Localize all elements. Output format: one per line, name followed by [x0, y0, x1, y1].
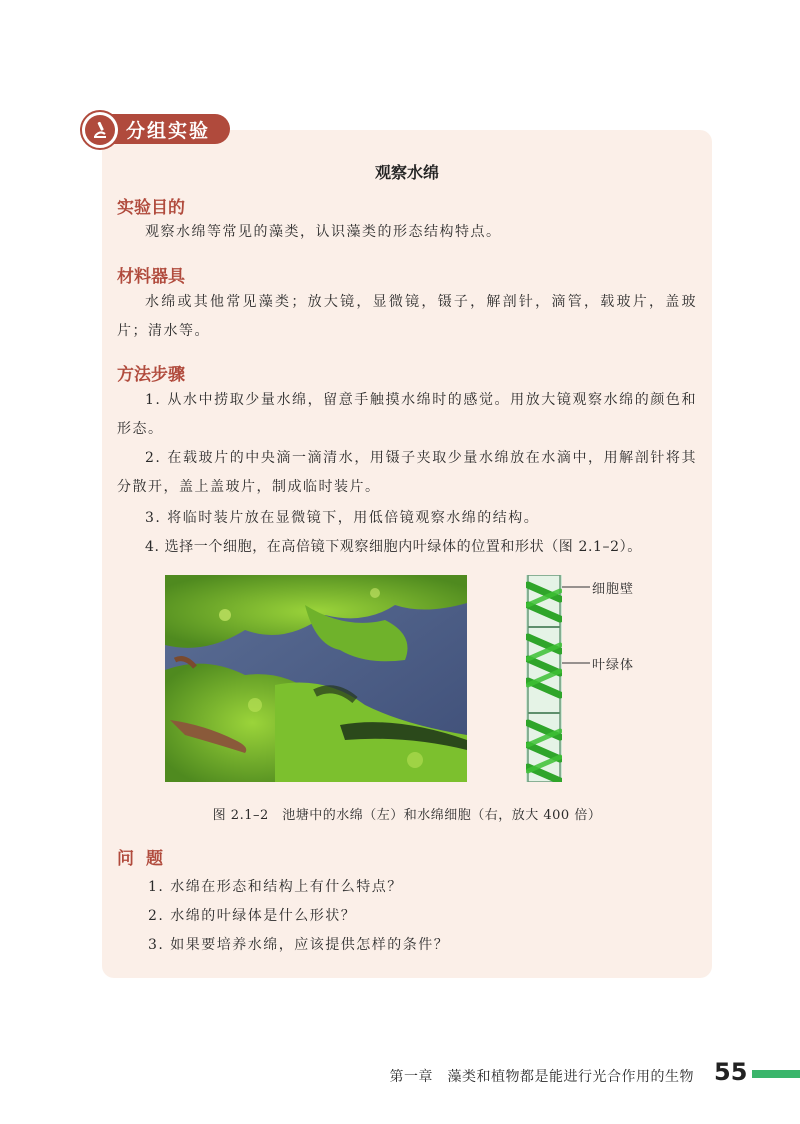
section-badge — [80, 110, 230, 148]
pond-spirogyra-photo — [165, 575, 467, 782]
figure-leader-lines — [562, 575, 592, 675]
footer-accent-bar — [752, 1070, 800, 1078]
materials-text: 水绵或其他常见藻类；放大镜，显微镜，镊子，解剖针，滴管，载玻片，盖玻片；清水等。 — [117, 294, 697, 339]
badge-circle — [80, 110, 120, 150]
label-cell-wall: 细胞壁 — [592, 582, 635, 597]
figure-caption: 图 2.1–2 池塘中的水绵（左）和水绵细胞（右，放大 400 倍） — [212, 808, 602, 823]
purpose-text: 观察水绵等常见的藻类，认识藻类的形态结构特点。 — [145, 224, 502, 240]
badge-bar — [102, 114, 230, 144]
questions-heading: 问题 — [117, 849, 175, 869]
question-3: 3. 如果要培养水绵，应该提供怎样的条件？ — [148, 937, 450, 953]
question-1: 1. 水绵在形态和结构上有什么特点？ — [148, 879, 403, 895]
step-4: 4. 选择一个细胞，在高倍镜下观察细胞内叶绿体的位置和形状（图 2.1–2）。 — [145, 539, 642, 555]
step-2: 2. 在载玻片的中央滴一滴清水，用镊子夹取少量水绵放在水滴中，用解剖针将其分散开，盖上盖玻片，制成临时装片。 — [117, 450, 697, 495]
badge-label: 分组实验 — [126, 119, 211, 142]
steps-heading: 方法步骤 — [117, 365, 185, 385]
page-number: 55 — [714, 1058, 748, 1086]
question-2: 2. 水绵的叶绿体是什么形状？ — [148, 908, 357, 924]
step-3: 3. 将临时装片放在显微镜下，用低倍镜观察水绵的结构。 — [145, 510, 540, 526]
experiment-title: 观察水绵 — [374, 163, 439, 182]
spirogyra-cell-micrograph — [526, 575, 562, 782]
materials-heading: 材料器具 — [117, 267, 185, 287]
label-chloroplast: 叶绿体 — [592, 658, 635, 673]
microscope-icon — [85, 115, 115, 145]
step-1: 1. 从水中捞取少量水绵，留意手触摸水绵时的感觉。用放大镜观察水绵的颜色和形态。 — [117, 392, 697, 437]
purpose-heading: 实验目的 — [117, 198, 185, 218]
footer-chapter-title: 第一章 藻类和植物都是能进行光合作用的生物 — [389, 1069, 694, 1085]
